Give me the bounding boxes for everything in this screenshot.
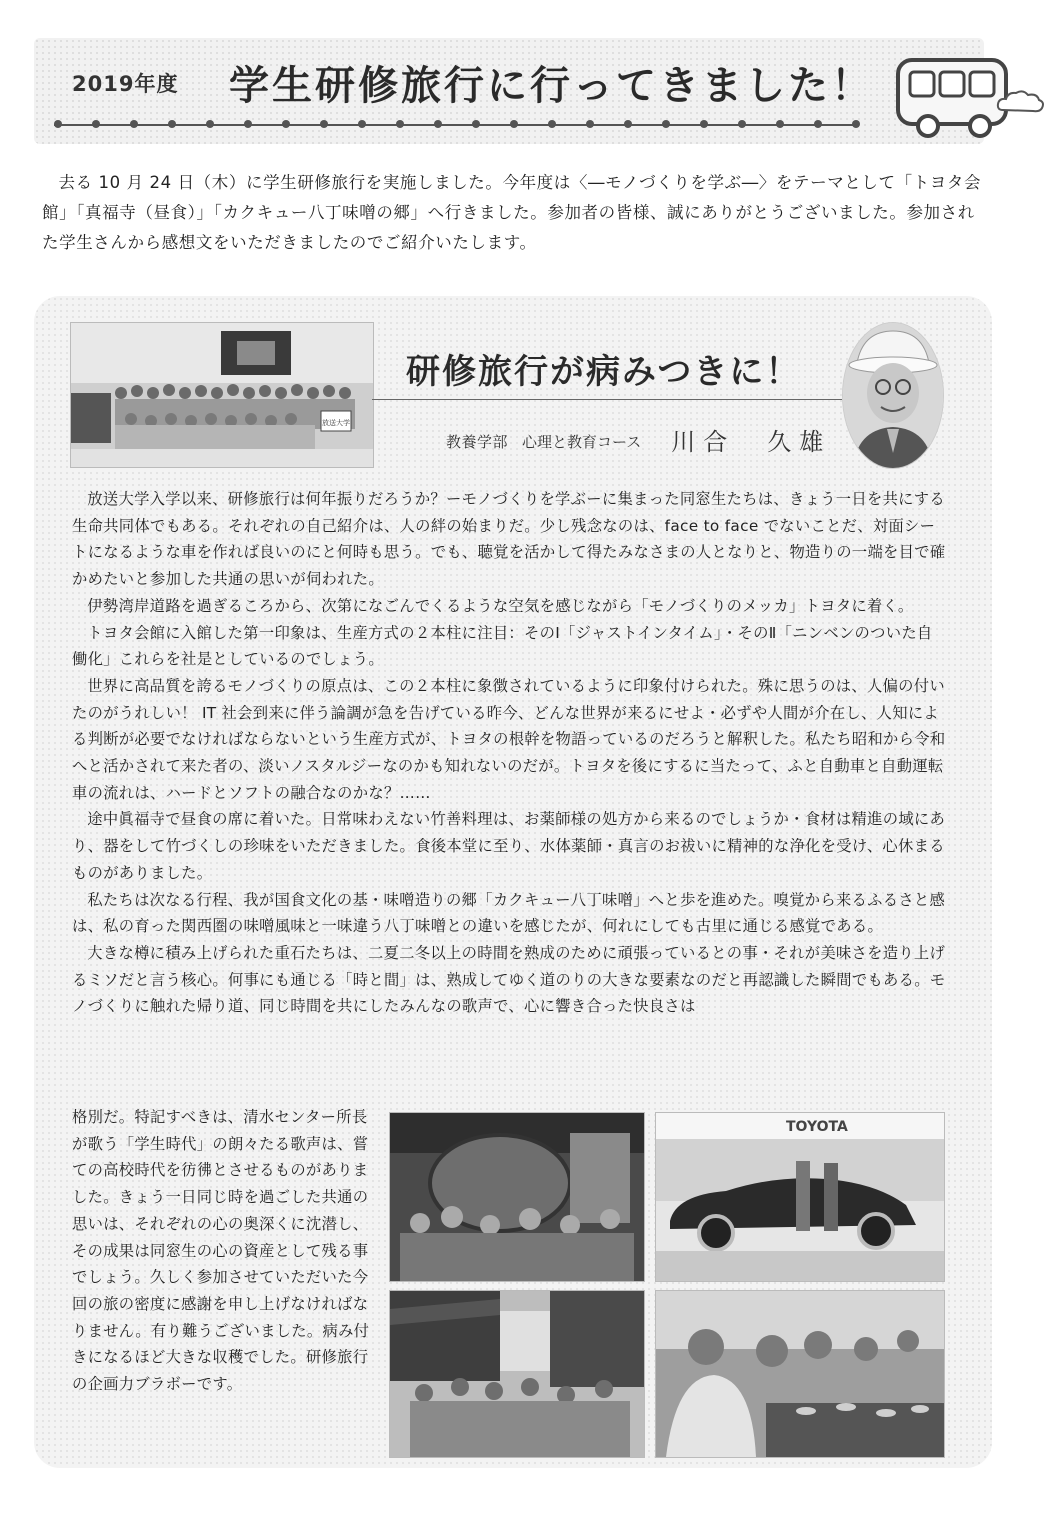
banner-title: 学生研修旅行に行ってきました！ (229, 63, 874, 109)
article-body (72, 486, 946, 1020)
title-divider (372, 399, 842, 400)
paragraph: 途中眞福寺で昼食の席に着いた。日常味わえない竹善料理は、お薬師様の処方から来るのでしょうか・食材は精進の域にあり、器をして竹づくしの珍味をいただきました。食後本堂に至り、水体薬師・真言のお祓いに精神的な浄化を受け、心休まるものがありました。 (72, 810, 946, 882)
old-street-photo (389, 1290, 645, 1458)
group-photo (70, 322, 374, 468)
article-panel (34, 296, 992, 1468)
author-portrait (842, 322, 944, 469)
paragraph: 大きな樽に積み上げられた重石たちは、二夏二冬以上の時間を熟成のために頑張っているとの事・それが美味さを造り上げるミソだと言う核心。何事にも通じる「時と間」は、熟成してゆく道のりの大きな要素なのだと再認識した瞬間でもある。モノづくりに触れた帰り道、同じ時間を共にしたみんなの歌声で、心に響き合った快良さは (72, 943, 946, 1016)
header-banner (34, 38, 984, 144)
author-name: 川合 久雄 (671, 428, 832, 456)
paragraph: 私たちは次なる行程、我が国食文化の基・味噌造りの郷「カクキュー八丁味噌」へと歩を進めた。嗅覚から来るふるさと感は、私の育った関西圏の味噌風味と一味違う八丁味噌との違いを感じたが、何れにしても古里に通じる感覚である。 (72, 890, 946, 936)
author-course: 心理と教育コース (522, 433, 642, 451)
cloud-icon (995, 88, 1045, 116)
article-closing: 格別だ。特記すべきは、清水センター所長が歌う「学生時代」の朗々たる歌声は、嘗ての高校時代を彷彿とさせるものがありました。きょう一日同じ時を過ごした共通の思いは、それぞれの心の奥深くに沈潜し、その成果は同窓生の心の資産として残る事でしょう。久しく参加させていただいた今回の旅の密度に感謝を申し上げなければなりません。有り難うございました。病み付きになるほど大きな収穫でした。研修旅行の企画力ブラボーです。 (72, 1108, 370, 1394)
paragraph: 伊勢湾岸道路を過ぎるころから、次第になごんでくるような空気を感じながら「モノづくりのメッカ」トヨタに着く。 (87, 596, 914, 615)
paragraph: 放送大学入学以来、研修旅行は何年振りだろうか？ーモノづくりを学ぶーに集まった同窓生たちは、きょう一日を共にする生命共同体でもある。それぞれの自己紹介は、人の絆の始まりだ。少し残念なのは、face to face でないことだ、対面シートになるような車を作れば良いのにと何時も思う。でも、聴覚を活かして得たみなさまの人となりと、物造りの一端を目で確かめたいと参加した共通の思いが伺われた。 (72, 490, 946, 589)
intro-paragraph: 去る 10 月 24 日（木）に学生研修旅行を実施しました。今年度は〈―モノづくりを学ぶ―〉をテーマとして「トヨタ会館」「真福寺（昼食）」「カクキュー八丁味噌の郷」へ行きました。参加者の皆様、誠にありがとうございました。参加された学生さんから感想文をいただきましたのでご紹介いたします。 (42, 173, 982, 252)
miso-barrel-photo (389, 1112, 645, 1282)
toyota-car-photo (655, 1112, 945, 1282)
article-title: 研修旅行が病みつきに！ (406, 352, 802, 392)
paragraph: トヨタ会館に入館した第一印象は、生産方式の２本柱に注目：そのⅠ「ジャストインタイム」・そのⅡ「ニンベンのついた自働化」これらを社是としているのでしょう。 (72, 623, 933, 669)
dotted-divider (54, 124, 854, 130)
banner-text: 放送大学 (322, 419, 350, 427)
author-department: 教養学部 (446, 433, 509, 451)
toyota-sign: TOYOTA (786, 1119, 848, 1135)
paragraph: 世界に高品質を誇るモノづくりの原点は、この２本柱に象徴されているように印象付けられた。殊に思うのは、人偏の付いたのがうれしい！ IT 社会到来に伴う論調が急を告げている昨今、どんな世界が来るにせよ・必ずや人間が介在し、人知による判断が必要でなければならないという生産方式が、トヨタの根幹を物語っているのだろうと解釈した。私たち昭和から令和へと活かされて来た者の、淡いノスタルジーなのかも知れないのだが。トヨタを後にするに当たって、ふと自動車と自動運転車の流れは、ハードとソフトの融合なのかな？…… (72, 676, 946, 802)
lunch-photo (655, 1290, 945, 1458)
author-line (446, 422, 831, 457)
banner-year: 2019年度 (72, 72, 179, 96)
